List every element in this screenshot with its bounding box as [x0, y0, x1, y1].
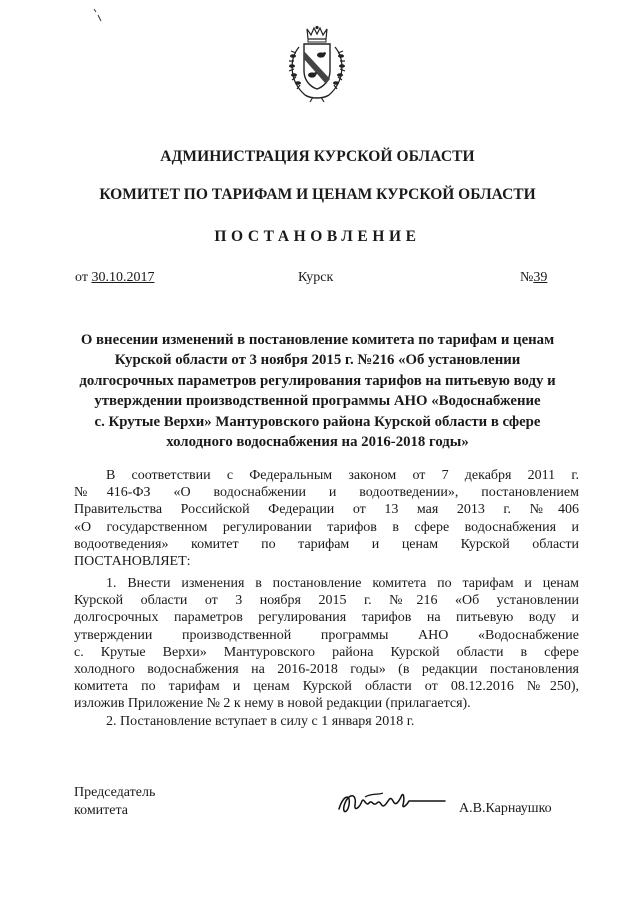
signatory-title-line: Председатель: [74, 785, 156, 800]
scan-speck: [93, 8, 102, 22]
body-line: «О государственном регулировании тарифов в сфере водоснабжения и: [74, 519, 579, 535]
body-line: комитета по тарифам и ценам Курской области от 08.12.2016 №250),: [74, 679, 579, 695]
body-line: Курской области от 3 ноября 2015 г. №216 «Об установлении: [74, 593, 579, 609]
document-number-line: [520, 270, 547, 286]
number-prefix: №: [520, 270, 534, 285]
subject-line: холодного водоснабжения на 2016-2018 годы»: [166, 434, 469, 451]
subject-line: О внесении изменений в постановление комитета по тарифам и ценам: [80, 332, 555, 348]
document-subject: [60, 330, 575, 452]
signatory-name: А.В.Карнаушко: [459, 801, 552, 816]
body-line: утверждении производственной программы АНО «Водоснабжение: [74, 627, 579, 643]
body-line: долгосрочных параметров регулирования тарифов на питьевую воду и: [74, 610, 579, 626]
body-line: №416-ФЗ «О водоснабжении и водоотведении», постановлением: [74, 485, 579, 501]
item-2-paragraph: 2. Постановление вступает в силу с 1 января 2018 г.: [106, 714, 415, 729]
body-line: ПОСТАНОВЛЯЕТ:: [74, 553, 191, 569]
administration-heading: АДМИНИСТРАЦИЯ КУРСКОЙ ОБЛАСТИ: [160, 148, 475, 165]
date-line: [75, 270, 154, 286]
body-line: 1. Внести изменения в постановление комитета по тарифам и ценам: [106, 576, 579, 591]
body-line: Правительства Российской Федерации от 13 мая 2013 г. №406: [74, 502, 579, 518]
subject-line: с. Крутые Верхи» Мантуровского района Курской области в сфере: [94, 413, 541, 430]
document-date: 30.10.2017: [91, 270, 155, 285]
document-city: Курск: [298, 270, 334, 285]
document-type-heading: ПОСТАНОВЛЕНИЕ: [214, 228, 421, 245]
date-prefix: от: [75, 270, 88, 285]
document-number: 39: [533, 270, 548, 285]
body-line: В соответствии с Федеральным законом от 7 декабря 2011 г.: [106, 468, 579, 483]
subject-line: Курской области от 3 ноября 2015 г. №216 «Об установлении: [114, 352, 521, 369]
body-line: с. Крутые Верхи» Мантуровского района Курской области в сфере: [74, 644, 579, 660]
preamble-paragraph: [74, 467, 579, 570]
handwritten-signature: [335, 775, 450, 825]
body-line: холодного водоснабжения на 2016-2018 годы» (в редакции постановления: [74, 661, 579, 677]
signatory-title: [74, 784, 155, 819]
signatory-title-line: комитета: [74, 802, 129, 818]
subject-line: долгосрочных параметров регулирования тарифов на питьевую воду и: [79, 372, 556, 389]
committee-heading: КОМИТЕТ ПО ТАРИФАМ И ЦЕНАМ КУРСКОЙ ОБЛАСТИ: [99, 186, 536, 203]
subject-line: утверждении производственной программы АНО «Водоснабжение: [94, 393, 541, 410]
body-line: водоотведения» комитет по тарифам и ценам Курской области: [74, 536, 579, 552]
body-line: изложив Приложение № 2 к нему в новой редакции (прилагается).: [74, 696, 471, 712]
item-1-paragraph: [74, 575, 579, 713]
coat-of-arms-emblem: [285, 25, 349, 103]
